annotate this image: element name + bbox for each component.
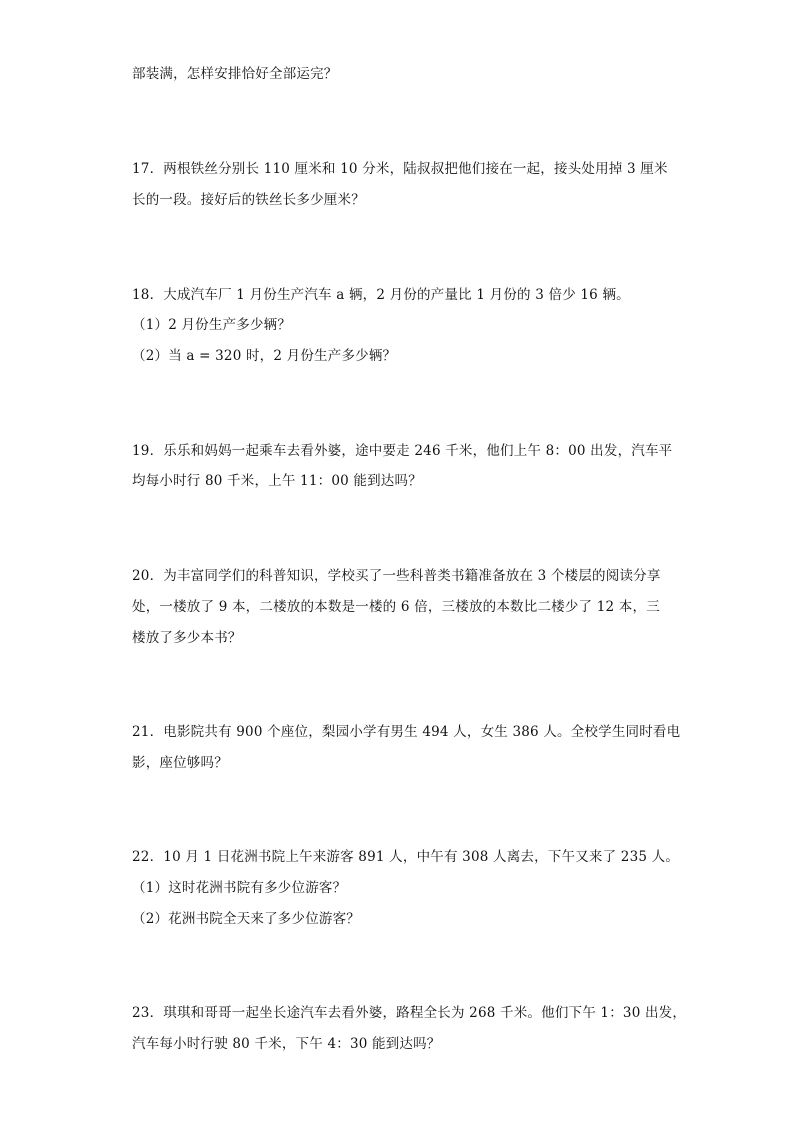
text-line: 18．大成汽车厂 1 月份生产汽车 a 辆，2 月份的产量比 1 月份的 3 倍少 16 辆。 xyxy=(132,287,630,303)
text-line: 均每小时行 80 千米，上午 11：00 能到达吗？ xyxy=(132,473,422,489)
text-line: 21．电影院共有 900 个座位，梨园小学有男生 494 人，女生 386 人。全校学生同时看电 xyxy=(132,724,681,740)
text-line: 23．琪琪和哥哥一起坐长途汽车去看外婆，路程全长为 268 千米。他们下午 1：30 出发， xyxy=(132,1005,687,1021)
text-line: 汽车每小时行驶 80 千米，下午 4：30 能到达吗？ xyxy=(132,1036,441,1052)
text-line: 处，一楼放了 9 本，二楼放的本数是一楼的 6 倍，三楼放的本数比二楼少了 12 本，三 xyxy=(132,599,660,615)
text-line: 长的一段。接好后的铁丝长多少厘米？ xyxy=(132,192,365,208)
text-line: 19．乐乐和妈妈一起乘车去看外婆，途中要走 246 千米，他们上午 8：00 出发，汽车平 xyxy=(132,443,673,459)
text-line: 20．为丰富同学们的科普知识，学校买了一些科普类书籍准备放在 3 个楼层的阅读分享 xyxy=(132,568,661,584)
text-line: 部装满，怎样安排恰好全部运完？ xyxy=(132,66,338,82)
text-line: 影，座位够吗？ xyxy=(132,755,228,771)
text-line: 17．两根铁丝分别长 110 厘米和 10 分米，陆叔叔把他们接在一起，接头处用掉 3 厘米 xyxy=(132,161,668,177)
sub-question: （2）当 a = 320 时，2 月份生产多少辆？ xyxy=(132,348,397,364)
sub-question: （1）2 月份生产多少辆？ xyxy=(132,317,292,333)
sub-question: （1）这时花洲书院有多少位游客？ xyxy=(132,880,347,896)
text-line: 楼放了多少本书？ xyxy=(132,630,242,646)
sub-question: （2）花洲书院全天来了多少位游客？ xyxy=(132,911,360,927)
text-line: 22．10 月 1 日花洲书院上午来游客 891 人，中午有 308 人离去，下午又来了 235 人。 xyxy=(132,849,680,865)
